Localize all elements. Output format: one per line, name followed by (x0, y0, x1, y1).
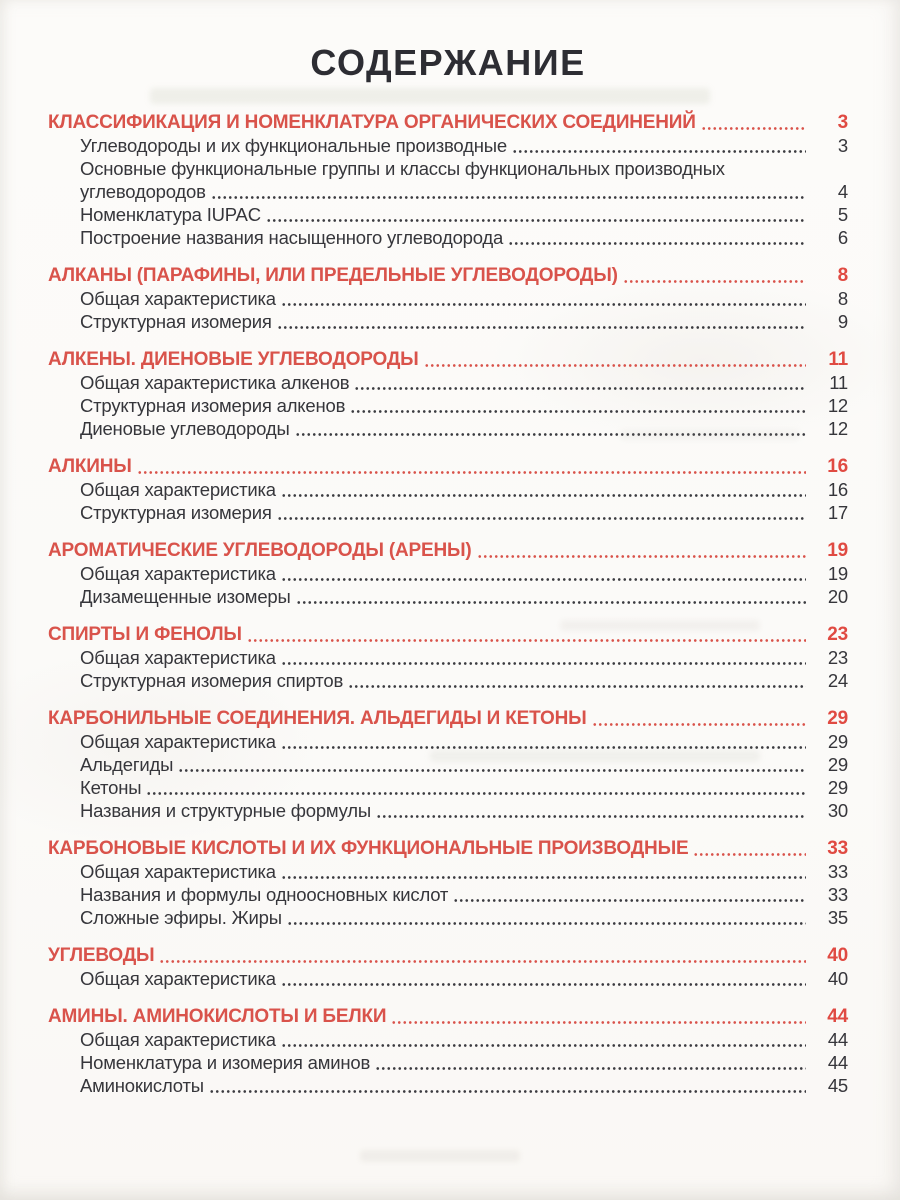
toc-section-title: АМИНЫ. АМИНОКИСЛОТЫ И БЕЛКИ (48, 1006, 387, 1027)
toc-item-label: Кетоны (80, 777, 142, 798)
toc-section-row (48, 110, 848, 134)
toc-section (48, 263, 848, 333)
toc-item-label: Дизамещенные изомеры (80, 586, 291, 607)
toc-item-label: Структурная изомерия спиртов (80, 670, 344, 691)
toc-item-row (48, 1028, 848, 1051)
toc-item-page: 44 (827, 1052, 848, 1073)
toc-item-label: Общая характеристика (80, 861, 276, 882)
toc-item-row (48, 180, 848, 203)
toc-section-page: 29 (827, 708, 848, 729)
toc-item-page: 24 (827, 670, 848, 691)
toc-item-row (48, 157, 848, 180)
toc-item-label: Общая характеристика (80, 731, 276, 752)
toc-section-title: УГЛЕВОДЫ (48, 945, 155, 966)
toc-item-label: Альдегиды (80, 754, 174, 775)
dotted-leader (295, 417, 806, 440)
toc-section (48, 1004, 848, 1097)
toc-section (48, 110, 848, 249)
dotted-leader (281, 287, 806, 310)
toc-section-row (48, 538, 848, 562)
toc-item-label: Общая характеристика (80, 968, 276, 989)
toc-item-row (48, 646, 848, 669)
toc-section-row (48, 706, 848, 730)
toc-item-row (48, 371, 848, 394)
toc-item-label: Структурная изомерия (80, 311, 272, 332)
toc-item-page: 19 (827, 563, 848, 584)
toc-item-page: 4 (837, 181, 848, 202)
toc-item-row (48, 501, 848, 524)
toc-item-page: 20 (827, 586, 848, 607)
toc-item-page: 29 (827, 754, 848, 775)
toc-item-label: Номенклатура и изомерия аминов (80, 1052, 371, 1073)
toc-item-row (48, 287, 848, 310)
toc-item-label: Общая характеристика (80, 647, 276, 668)
toc-item-page: 3 (837, 135, 848, 156)
toc-section-title: КЛАССИФИКАЦИЯ И НОМЕНКЛАТУРА ОРГАНИЧЕСКИХ СОЕДИНЕНИЙ (48, 112, 696, 133)
dotted-leader (281, 730, 806, 753)
toc-item-label: Сложные эфиры. Жиры (80, 907, 282, 928)
toc-section-row (48, 263, 848, 287)
toc-item-label: углеводородов (80, 181, 206, 202)
toc-item-page: 12 (827, 395, 848, 416)
toc-item-label: Углеводороды и их функциональные производные (80, 135, 507, 156)
toc-section (48, 622, 848, 692)
toc-item-page: 17 (827, 502, 848, 523)
toc-section-row (48, 836, 848, 860)
toc-section (48, 943, 848, 990)
toc-item-label: Структурная изомерия алкенов (80, 395, 346, 416)
toc-item-row (48, 310, 848, 333)
toc-item-row (48, 753, 848, 776)
toc-section-page: 11 (828, 349, 848, 370)
toc-section (48, 347, 848, 440)
toc-item-page: 30 (827, 800, 848, 821)
dotted-leader (146, 776, 806, 799)
toc-item-row (48, 203, 848, 226)
toc-section-page: 8 (837, 265, 848, 286)
toc-item-row (48, 669, 848, 692)
toc-item-label: Аминокислоты (80, 1075, 204, 1096)
toc-item-page: 45 (827, 1075, 848, 1096)
dotted-leader (354, 371, 806, 394)
dotted-leader (348, 669, 806, 692)
dotted-leader (701, 110, 806, 134)
toc-item-row (48, 730, 848, 753)
dotted-leader (247, 622, 806, 646)
toc-section-title: АЛКАНЫ (ПАРАФИНЫ, ИЛИ ПРЕДЕЛЬНЫЕ УГЛЕВОДОРОДЫ) (48, 265, 618, 286)
toc-item-label: Номенклатура IUPAC (80, 204, 261, 225)
toc-section-row (48, 622, 848, 646)
toc-item-page: 29 (827, 777, 848, 798)
toc-item-row (48, 776, 848, 799)
toc-section-row (48, 347, 848, 371)
toc-item-row (48, 585, 848, 608)
toc-section-page: 44 (827, 1006, 848, 1027)
toc-item-page: 16 (827, 479, 848, 500)
dotted-leader (376, 799, 806, 822)
toc-section-page: 23 (827, 624, 848, 645)
toc-item-row (48, 226, 848, 249)
dotted-leader (211, 180, 806, 203)
toc-item-row (48, 860, 848, 883)
dotted-leader (277, 310, 806, 333)
dotted-leader (266, 203, 806, 226)
dotted-leader (281, 967, 806, 990)
dotted-leader (693, 836, 806, 860)
toc-section-row (48, 1004, 848, 1028)
dotted-leader (512, 134, 806, 157)
toc-item-page: 8 (837, 288, 848, 309)
dotted-leader (477, 538, 806, 562)
toc-item-row (48, 906, 848, 929)
toc-item-label: Общая характеристика (80, 479, 276, 500)
toc-item-label: Общая характеристика (80, 1029, 276, 1050)
page-title: СОДЕРЖАНИЕ (310, 42, 586, 83)
toc-item-label: Общая характеристика (80, 288, 276, 309)
toc-item-page: 44 (827, 1029, 848, 1050)
dotted-leader (137, 454, 806, 478)
toc-item-row (48, 562, 848, 585)
toc-section-row (48, 943, 848, 967)
toc-item-label: Названия и структурные формулы (80, 800, 371, 821)
scan-bleedthrough-artifact (360, 1150, 520, 1162)
toc-section (48, 836, 848, 929)
toc-section-title: КАРБОНИЛЬНЫЕ СОЕДИНЕНИЯ. АЛЬДЕГИДЫ И КЕТОНЫ (48, 708, 587, 729)
toc-item-row (48, 417, 848, 440)
dotted-leader (281, 1028, 806, 1051)
toc-item-row (48, 967, 848, 990)
dotted-leader (453, 883, 806, 906)
toc-section (48, 454, 848, 524)
toc-item-page: 23 (827, 647, 848, 668)
toc-item-label: Основные функциональные группы и классы функциональных производных (80, 158, 725, 179)
dotted-leader (277, 501, 806, 524)
toc-item-row (48, 478, 848, 501)
dotted-leader (350, 394, 806, 417)
toc-section-title: КАРБОНОВЫЕ КИСЛОТЫ И ИХ ФУНКЦИОНАЛЬНЫЕ ПРОИЗВОДНЫЕ (48, 838, 689, 859)
toc-section-page: 19 (827, 540, 848, 561)
toc-item-label: Построение названия насыщенного углеводорода (80, 227, 504, 248)
toc-item-row (48, 1074, 848, 1097)
toc-item-page: 33 (827, 861, 848, 882)
toc-item-page: 12 (827, 418, 848, 439)
dotted-leader (209, 1074, 806, 1097)
scan-bleedthrough-artifact (150, 88, 710, 104)
toc-item-page: 11 (829, 372, 848, 393)
toc-section (48, 706, 848, 822)
toc-item-row (48, 1051, 848, 1074)
dotted-leader (281, 478, 806, 501)
toc-section-title: АЛКИНЫ (48, 456, 132, 477)
dotted-leader (178, 753, 806, 776)
toc-section-title: АЛКЕНЫ. ДИЕНОВЫЕ УГЛЕВОДОРОДЫ (48, 349, 419, 370)
toc-item-page: 6 (837, 227, 848, 248)
dotted-leader (296, 585, 806, 608)
dotted-leader (508, 226, 806, 249)
toc-item-row (48, 883, 848, 906)
toc-item-row (48, 394, 848, 417)
toc-section-title: АРОМАТИЧЕСКИЕ УГЛЕВОДОРОДЫ (АРЕНЫ) (48, 540, 472, 561)
toc-list (48, 110, 848, 1097)
dotted-leader (281, 646, 806, 669)
dotted-leader (281, 562, 806, 585)
dotted-leader (623, 263, 806, 287)
toc-item-label: Общая характеристика алкенов (80, 372, 350, 393)
toc-section-page: 40 (827, 945, 848, 966)
toc-item-row (48, 134, 848, 157)
toc-item-page: 40 (827, 968, 848, 989)
toc-section-page: 3 (837, 112, 848, 133)
toc-item-page: 9 (837, 311, 848, 332)
toc-item-page: 29 (827, 731, 848, 752)
dotted-leader (424, 347, 806, 371)
dotted-leader (592, 706, 806, 730)
toc-section-row (48, 454, 848, 478)
dotted-leader (281, 860, 806, 883)
toc-item-label: Названия и формулы одноосновных кислот (80, 884, 449, 905)
toc-item-page: 5 (837, 204, 848, 225)
toc-item-page: 33 (827, 884, 848, 905)
toc-item-row (48, 799, 848, 822)
toc-section-title: СПИРТЫ И ФЕНОЛЫ (48, 624, 242, 645)
dotted-leader (391, 1004, 806, 1028)
toc-item-page: 35 (827, 907, 848, 928)
toc-section-page: 16 (827, 456, 848, 477)
dotted-leader (287, 906, 806, 929)
toc-section (48, 538, 848, 608)
toc-section-page: 33 (827, 838, 848, 859)
dotted-leader (159, 943, 806, 967)
toc-item-label: Диеновые углеводороды (80, 418, 290, 439)
dotted-leader (375, 1051, 806, 1074)
toc-item-label: Общая характеристика (80, 563, 276, 584)
toc-item-label: Структурная изомерия (80, 502, 272, 523)
